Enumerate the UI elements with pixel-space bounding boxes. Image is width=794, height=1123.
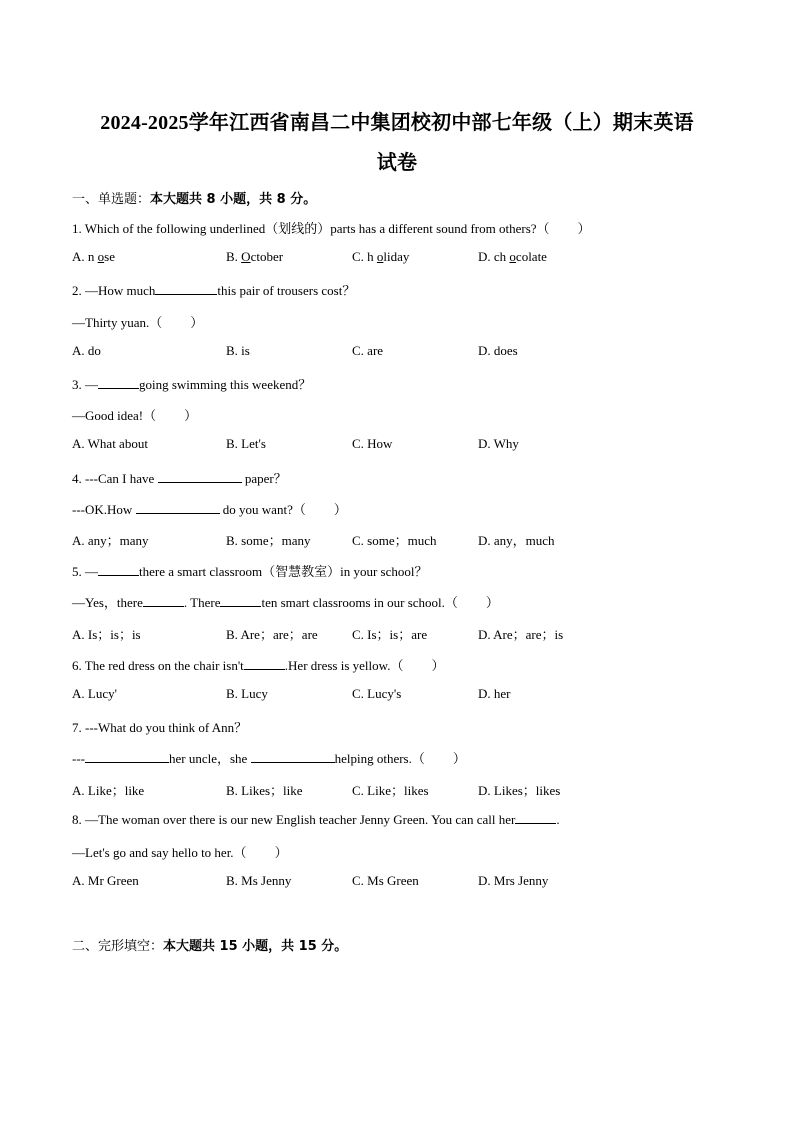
answer-blank (143, 594, 184, 607)
question-1-options (72, 249, 692, 267)
option-d: D. Mrs Jenny (478, 873, 549, 888)
section-heading-cloze (72, 935, 347, 954)
option-a: A. Like；like (72, 783, 145, 798)
section-label: 一、单选题： (72, 192, 151, 207)
question-4-options (72, 530, 692, 548)
option-c: C. Lucy's (352, 686, 402, 701)
option-c: C. Is；is；are (352, 627, 428, 642)
option-c: C. Ms Green (352, 873, 419, 888)
question-5-reply: —Yes，there . There ten smart classrooms in our school.（ ） (72, 595, 499, 610)
answer-blank (244, 657, 285, 670)
question-7-stem: 7. ---What do you think of Ann？ (72, 720, 248, 735)
question-7-reply: --- her uncle，she helping others.（ ） (72, 751, 466, 766)
question-6-stem: 6. The red dress on the chair isn't .Her dress is yellow.（ ） (72, 658, 445, 673)
option-d: D. any，much (478, 533, 555, 548)
exam-title-line2: 试卷 (376, 152, 418, 174)
option-a: A. any；many (72, 533, 149, 548)
section-heading-single-choice (72, 188, 316, 207)
section-info: 本大题共 15 小题，共 15 分。 (163, 939, 348, 954)
option-d: D. her (478, 686, 511, 701)
answer-blank (515, 811, 556, 824)
option-c: C. Like；likes (352, 783, 429, 798)
option-d: D. Why (478, 436, 519, 451)
option-c: C. are (352, 343, 384, 358)
option-d: D. ch ocolate (478, 249, 547, 264)
option-a: A. Is；is；is (72, 627, 141, 642)
option-a: A. n ose (72, 249, 115, 264)
answer-blank (155, 282, 217, 295)
section-info: 本大题共 8 小题，共 8 分。 (150, 192, 317, 207)
option-c: C. some；much (352, 533, 437, 548)
question-5-options (72, 624, 692, 642)
question-8-stem: 8. —The woman over there is our new English teacher Jenny Green. You can call her . (72, 812, 560, 827)
question-8-reply: —Let's go and say hello to her.（ ） (72, 845, 288, 860)
option-c: C. How (352, 436, 393, 451)
option-a: A. What about (72, 436, 148, 451)
question-6-options (72, 686, 692, 704)
option-d: D. Are；are；is (478, 627, 564, 642)
question-5-stem: 5. — there a smart classroom（智慧教室）in your school？ (72, 564, 428, 579)
question-3-options (72, 436, 692, 454)
option-b: B. is (226, 343, 250, 358)
option-a: A. Lucy' (72, 686, 117, 701)
option-d: D. Likes；likes (478, 783, 561, 798)
question-4-reply: ---OK.How do you want?（ ） (72, 502, 347, 517)
answer-blank (98, 376, 139, 389)
option-d: D. does (478, 343, 518, 358)
answer-blank (85, 750, 169, 763)
option-b: B. Are；are；are (226, 627, 318, 642)
question-8-options (72, 873, 692, 891)
option-b: B. October (226, 249, 284, 264)
question-3-reply: —Good idea!（ ） (72, 408, 198, 423)
question-2-reply: —Thirty yuan.（ ） (72, 315, 204, 330)
section-label: 二、完形填空： (72, 939, 164, 954)
answer-blank (220, 594, 261, 607)
option-b: B. Lucy (226, 686, 268, 701)
question-1-stem (72, 218, 591, 237)
question-4-stem: 4. ---Can I have paper？ (72, 471, 287, 486)
option-a: A. do (72, 343, 101, 358)
answer-blank (136, 501, 220, 514)
question-3-stem: 3. — going swimming this weekend？ (72, 377, 312, 392)
question-2-stem: 2. —How much this pair of trousers cost？ (72, 283, 356, 298)
option-b: B. Likes；like (226, 783, 303, 798)
question-2-options (72, 343, 692, 361)
answer-blank (98, 563, 139, 576)
option-b: B. Let's (226, 436, 266, 451)
option-b: B. some；many (226, 533, 311, 548)
answer-blank (251, 750, 335, 763)
question-7-options (72, 780, 692, 798)
exam-title-line1: 2024-2025学年江西省南昌二中集团校初中部七年级（上）期末英语 (100, 112, 694, 134)
question-text: 1. Which of the following underlined（划线的）parts has a different sound from others?（ (72, 221, 550, 236)
answer-paren: ） (577, 221, 591, 236)
option-a: A. Mr Green (72, 873, 139, 888)
answer-blank (158, 470, 242, 483)
option-c: C. h oliday (352, 249, 410, 264)
option-b: B. Ms Jenny (226, 873, 292, 888)
